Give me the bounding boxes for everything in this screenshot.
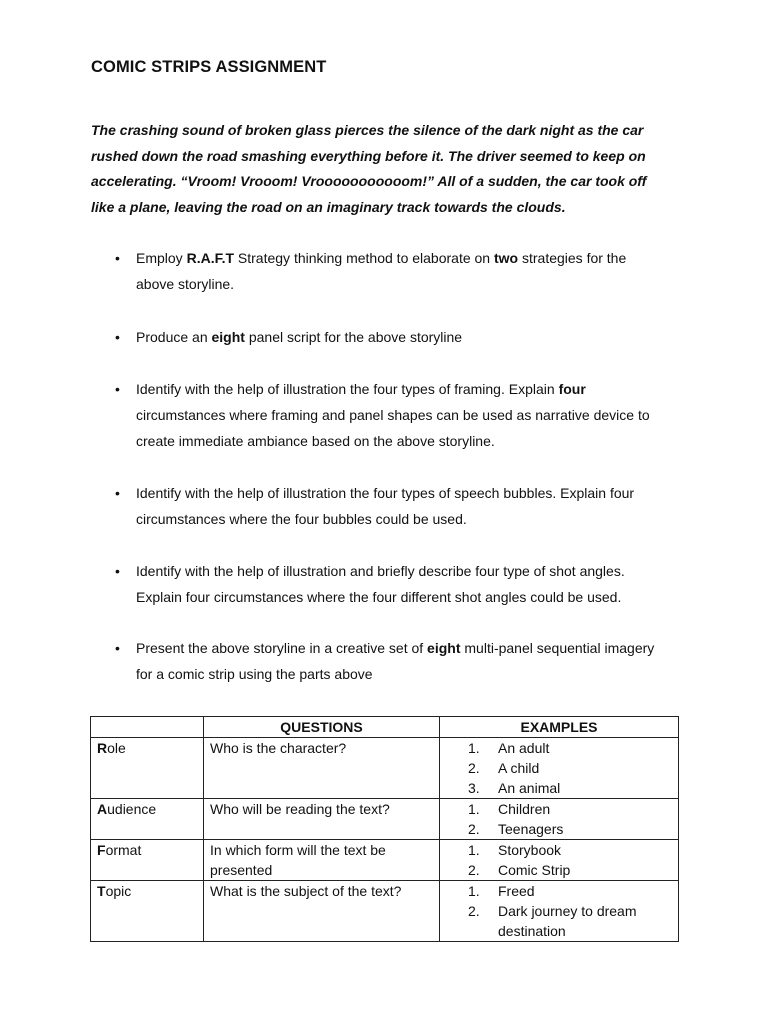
bullet-marker: •	[115, 329, 120, 345]
raft-initial-letter: F	[97, 842, 106, 858]
examples-cell	[440, 840, 679, 881]
example-text: An adult	[498, 740, 550, 756]
bullet-text: above storyline.	[136, 276, 235, 292]
example-number: 2.	[468, 862, 480, 878]
bullet-line	[136, 376, 696, 402]
task-bullet-item	[115, 376, 696, 454]
bullet-text: circumstances where framing and panel shapes can be used as narrative device to	[136, 407, 650, 423]
bullet-marker: •	[115, 640, 120, 656]
raft-initial-letter: T	[97, 883, 106, 899]
question-cell: Who is the character?	[204, 738, 440, 799]
bullet-line	[136, 661, 696, 687]
example-number: 2.	[468, 903, 480, 919]
example-text: Storybook	[498, 842, 562, 858]
bullet-line	[136, 506, 696, 532]
example-text: An animal	[498, 780, 561, 796]
example-text: Teenagers	[498, 821, 564, 837]
bullet-marker: •	[115, 250, 120, 266]
bullet-text: for a comic strip using the parts above	[136, 666, 373, 682]
bullet-line	[136, 584, 696, 610]
emphasis-text: R.A.F.T	[186, 250, 235, 266]
bullet-line	[136, 402, 696, 428]
emphasis-text: four	[558, 381, 586, 397]
raft-element-label: ole	[107, 740, 126, 756]
bullet-text: Present the above storyline in a creative set of	[136, 640, 428, 656]
task-bullet-item	[115, 245, 696, 297]
example-number: 1.	[468, 801, 480, 817]
table-header-cell	[91, 717, 204, 738]
bullet-text: Employ	[136, 250, 187, 266]
example-text: Comic Strip	[498, 862, 571, 878]
raft-initial-letter: R	[97, 740, 108, 756]
example-item	[468, 758, 672, 778]
bullet-line	[136, 428, 696, 454]
example-text: Dark journey to dream destination	[498, 903, 637, 939]
table-header-questions: QUESTIONS	[204, 717, 440, 738]
bullet-text: panel script for the above storyline	[244, 329, 463, 345]
example-item	[468, 881, 672, 901]
raft-initial-letter: A	[97, 801, 108, 817]
bullet-text: Identify with the help of illustration and briefly describe four type of shot angles.	[136, 563, 625, 579]
bullet-marker: •	[115, 563, 120, 579]
raft-element-label: udience	[107, 801, 157, 817]
task-bullet-item	[115, 324, 696, 350]
example-number: 1.	[468, 842, 480, 858]
example-text: Freed	[498, 883, 535, 899]
table-header-row	[91, 717, 679, 738]
example-number: 3.	[468, 780, 480, 796]
examples-list	[446, 881, 672, 941]
examples-cell	[440, 881, 679, 942]
bullet-line	[136, 480, 696, 506]
example-item	[468, 778, 672, 798]
example-text: Children	[498, 801, 551, 817]
example-item	[468, 860, 672, 880]
emphasis-text: two	[493, 250, 519, 266]
examples-list	[446, 799, 672, 839]
table-row	[91, 840, 679, 881]
bullet-text: Explain four circumstances where the four different shot angles could be used.	[136, 589, 622, 605]
bullet-marker: •	[115, 485, 120, 501]
raft-element-cell	[91, 799, 204, 840]
examples-list	[446, 738, 672, 798]
bullet-text: circumstances where the four bubbles could be used.	[136, 511, 467, 527]
bullet-line	[136, 324, 696, 350]
examples-cell	[440, 738, 679, 799]
storyline-line: rushed down the road smashing everything before it. The driver seemed to keep on	[91, 147, 646, 164]
example-item	[468, 819, 672, 839]
storyline-paragraph	[91, 118, 691, 221]
bullet-text: multi-panel sequential imagery	[460, 640, 655, 656]
table-header-examples: EXAMPLES	[440, 717, 679, 738]
storyline-line: like a plane, leaving the road on an imaginary track towards the clouds.	[91, 199, 566, 216]
bullet-line	[136, 271, 696, 297]
page-title: COMIC STRIPS ASSIGNMENT	[91, 58, 327, 76]
raft-element-cell	[91, 738, 204, 799]
example-item	[468, 901, 672, 941]
question-cell: What is the subject of the text?	[204, 881, 440, 942]
table-row	[91, 799, 679, 840]
bullet-text: Strategy thinking method to elaborate on	[234, 250, 494, 266]
raft-table	[90, 716, 679, 942]
bullet-line	[136, 558, 696, 584]
question-cell: In which form will the text be presented	[204, 840, 440, 881]
raft-element-cell	[91, 881, 204, 942]
raft-element-label: opic	[105, 883, 132, 899]
example-number: 1.	[468, 740, 480, 756]
raft-element-cell	[91, 840, 204, 881]
examples-cell	[440, 799, 679, 840]
storyline-line: accelerating. “Vroom! Vrooom! Vrooooooooooom!” All of a sudden, the car took off	[91, 173, 647, 190]
example-number: 1.	[468, 883, 480, 899]
table-row	[91, 738, 679, 799]
question-cell: Who will be reading the text?	[204, 799, 440, 840]
bullet-text: Identify with the help of illustration the four types of framing. Explain	[136, 381, 559, 397]
storyline-line: The crashing sound of broken glass pierces the silence of the dark night as the car	[91, 122, 644, 138]
example-number: 2.	[468, 760, 480, 776]
emphasis-text: eight	[211, 329, 245, 345]
raft-element-label: ormat	[105, 842, 142, 858]
bullet-text: strategies for the	[518, 250, 627, 266]
bullet-text: Produce an	[136, 329, 212, 345]
emphasis-text: eight	[427, 640, 461, 656]
task-bullet-item	[115, 558, 696, 610]
example-number: 2.	[468, 821, 480, 837]
examples-list	[446, 840, 672, 880]
bullet-text: create immediate ambiance based on the above storyline.	[136, 433, 495, 449]
task-bullet-item	[115, 635, 696, 687]
bullet-text: Identify with the help of illustration the four types of speech bubbles. Explain four	[136, 485, 635, 501]
example-item	[468, 738, 672, 758]
table-row	[91, 881, 679, 942]
bullet-line	[136, 245, 696, 271]
task-bullet-item	[115, 480, 696, 532]
bullet-line	[136, 635, 696, 661]
example-text: A child	[498, 760, 540, 776]
bullet-marker: •	[115, 381, 120, 397]
example-item	[468, 799, 672, 819]
example-item	[468, 840, 672, 860]
